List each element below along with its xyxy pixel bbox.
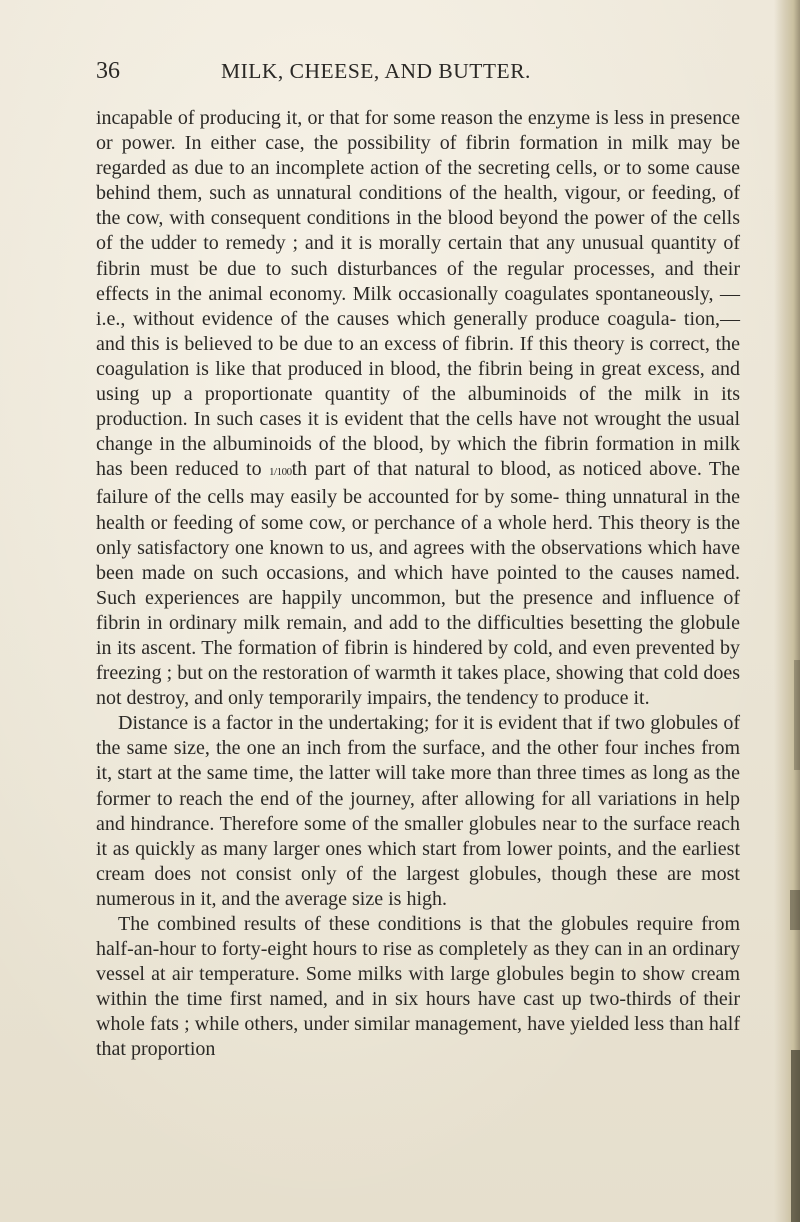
paragraph-1-part-a: incapable of producing it, or that for some reason the enzyme is less in presence or power. In either case, the possibility of fibrin formation in milk may be regarded as due to an incomplete action of the secreting cells, or to some cause behind them, such as unnatural conditions of the health, vigour, or feeding, of the cow, with consequent conditions in the blood beyond the power of the cells of the udder to remedy ; and it is morally certain that any unusual quantity of fibrin must be due to such disturbances of the regular processes, and their effects in the animal economy. Milk occasionally coagulates spontaneously, —i.e., without evidence of the causes which generally produce coagula- tion,—and this is believed to be due to an excess of fibrin. If this theory is correct, the coagulation is like that produced in blood, the fibrin being in great excess, and using up a proportionate quantity of the albuminoids of the milk in its production. In such cases it is evident that the cells have not wrought the usual change in the albuminoids of the blood, by which the fibrin formation in milk has been reduced to xyxy=(96,107,740,481)
running-head: MILK, CHEESE, AND BUTTER. xyxy=(221,59,531,83)
fraction-one-hundredth: 1/100 xyxy=(269,466,292,479)
edge-stain xyxy=(790,890,800,930)
paragraph-1 xyxy=(96,106,740,711)
page-header xyxy=(96,58,736,88)
page-number: 36 xyxy=(96,58,120,84)
body-text xyxy=(96,106,740,1063)
paragraph-1-part-b: th part of that natural to blood, as noticed above. The failure of the cells may easily be accounted for by some- thing unnatural in the health or feeding of some cow, or perchance of a whole herd. This theory is the only satisfactory one known to us, and agrees with the observations which have been made on such occasions, and which have pointed to the causes named. Such experiences are happily uncommon, but the presence and influence of fibrin in ordinary milk remain, and add to the difficulties besetting the globule in its ascent. The formation of fibrin is hindered by cold, and even prevented by freezing ; but on the restoration of warmth it takes place, showing that cold does not destroy, and only temporarily impairs, the tendency to produce it. xyxy=(96,458,740,710)
edge-stain xyxy=(791,1050,800,1222)
paragraph-2: Distance is a factor in the undertaking; for it is evident that if two globules of the same size, the one an inch from the surface, and the other four inches from it, start at the same time, the latter will take more than three times as long as the former to reach the end of the journey, after allowing for all variations in help and hindrance. Therefore some of the smaller globules near to the surface reach it as quickly as many larger ones which start from lower points, and the earliest cream does not consist only of the largest globules, though these are most numerous in it, and the average size is high. xyxy=(96,712,740,910)
page-edge-shadow xyxy=(774,0,800,1222)
paragraph-3: The combined results of these conditions is that the globules require from half-an-hour to forty-eight hours to rise as completely as they can in an ordinary vessel at air temperature. Some milks with large globules begin to show cream within the time first named, and in six hours have cast up two-thirds of their whole fats ; while others, under similar management, have yielded less than half that proportion xyxy=(96,913,740,1061)
edge-stain xyxy=(794,660,800,770)
